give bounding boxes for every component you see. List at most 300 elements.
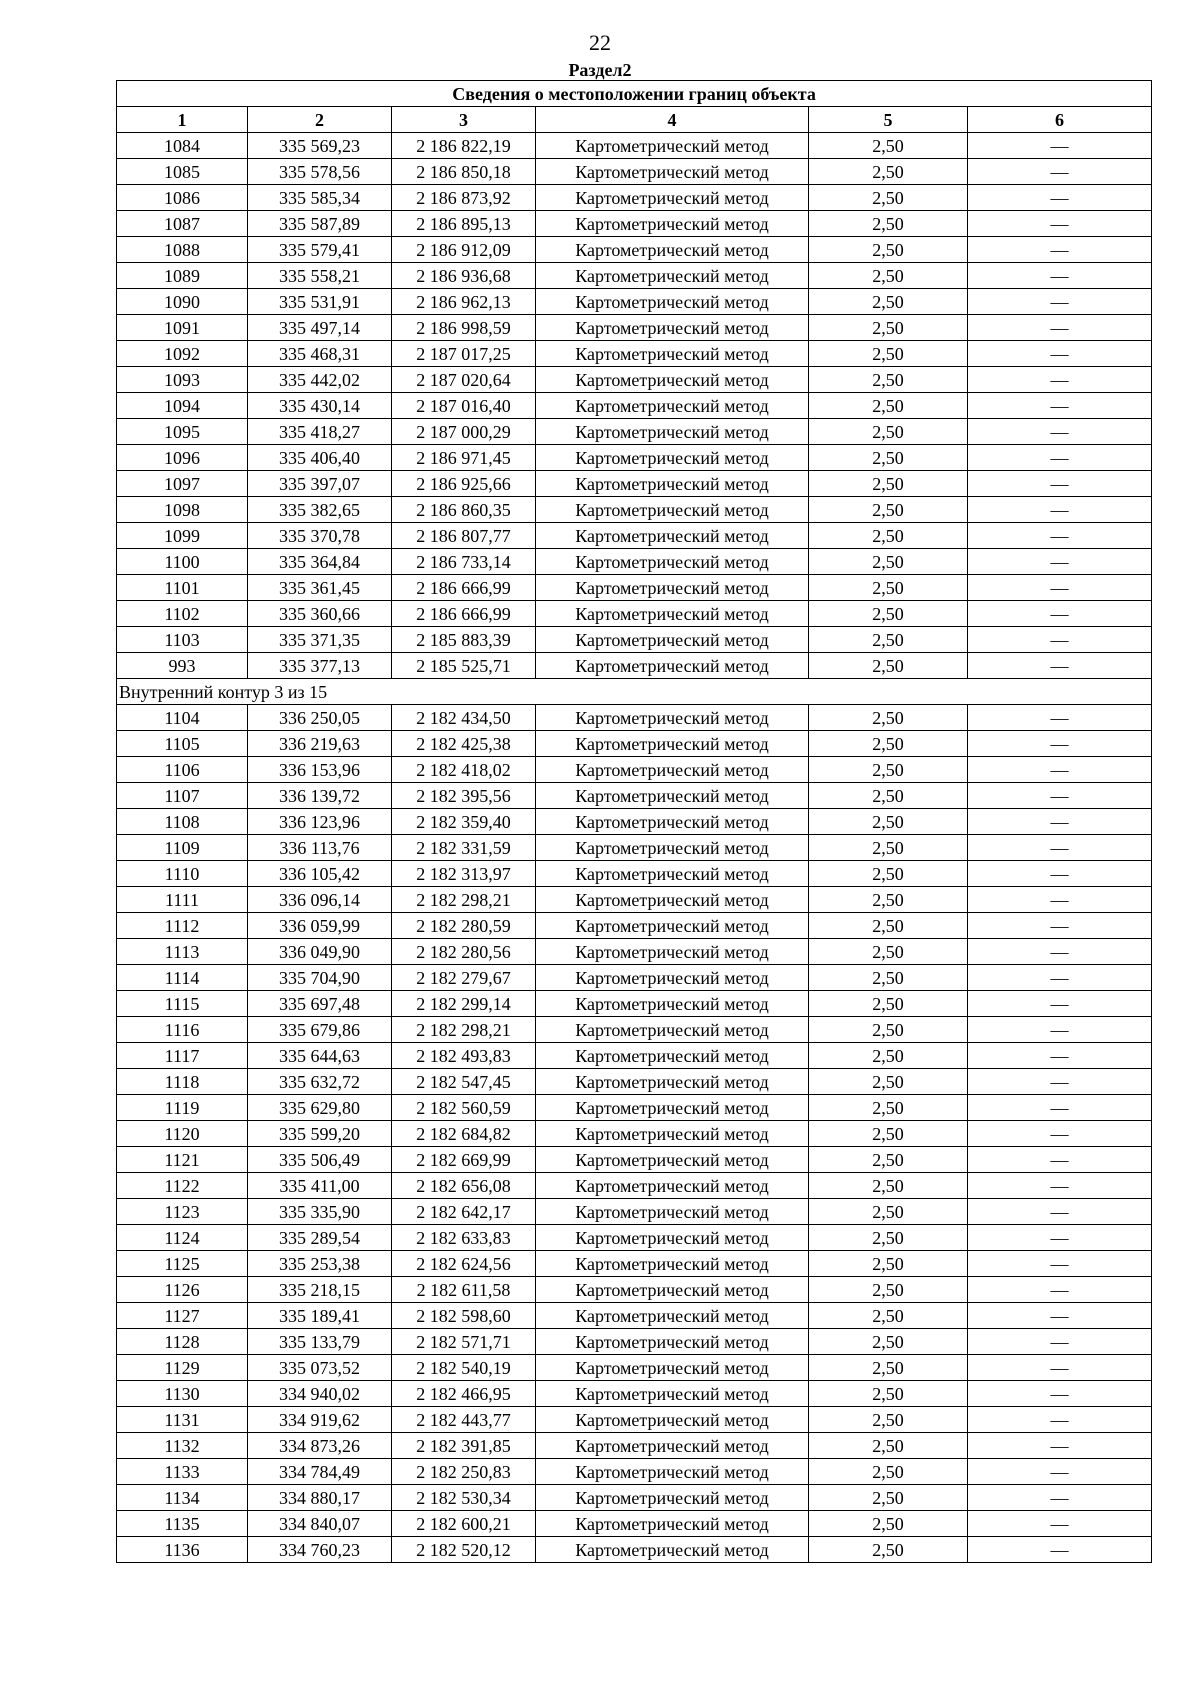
accuracy-cell: 2,50: [809, 263, 968, 289]
accuracy-cell: 2,50: [809, 1173, 968, 1199]
table-row: [117, 211, 1152, 237]
y-coordinate-cell: 2 182 299,14: [392, 991, 536, 1017]
table-row: [117, 1173, 1152, 1199]
y-coordinate-cell: 2 186 873,92: [392, 185, 536, 211]
method-cell: Картометрический метод: [536, 1277, 809, 1303]
point-number-cell: 1130: [117, 1381, 248, 1407]
column-header-3: 3: [392, 107, 536, 133]
y-coordinate-cell: 2 182 391,85: [392, 1433, 536, 1459]
y-coordinate-cell: 2 182 633,83: [392, 1225, 536, 1251]
description-cell: —: [968, 211, 1152, 237]
x-coordinate-cell: 335 430,14: [248, 393, 392, 419]
y-coordinate-cell: 2 186 822,19: [392, 133, 536, 159]
method-cell: Картометрический метод: [536, 1173, 809, 1199]
y-coordinate-cell: 2 182 611,58: [392, 1277, 536, 1303]
method-cell: Картометрический метод: [536, 783, 809, 809]
method-cell: Картометрический метод: [536, 1329, 809, 1355]
method-cell: Картометрический метод: [536, 471, 809, 497]
method-cell: Картометрический метод: [536, 653, 809, 679]
table-caption: Сведения о местоположении границ объекта: [117, 81, 1152, 107]
y-coordinate-cell: 2 182 298,21: [392, 1017, 536, 1043]
table-row: [117, 289, 1152, 315]
x-coordinate-cell: 335 253,38: [248, 1251, 392, 1277]
point-number-cell: 1127: [117, 1303, 248, 1329]
description-cell: —: [968, 1095, 1152, 1121]
point-number-cell: 1122: [117, 1173, 248, 1199]
point-number-cell: 1098: [117, 497, 248, 523]
point-number-cell: 1089: [117, 263, 248, 289]
description-cell: —: [968, 1147, 1152, 1173]
accuracy-cell: 2,50: [809, 1433, 968, 1459]
y-coordinate-cell: 2 187 000,29: [392, 419, 536, 445]
method-cell: Картометрический метод: [536, 1147, 809, 1173]
description-cell: —: [968, 861, 1152, 887]
x-coordinate-cell: 335 578,56: [248, 159, 392, 185]
description-cell: —: [968, 1225, 1152, 1251]
description-cell: —: [968, 549, 1152, 575]
point-number-cell: 1103: [117, 627, 248, 653]
x-coordinate-cell: 335 704,90: [248, 965, 392, 991]
method-cell: Картометрический метод: [536, 1069, 809, 1095]
x-coordinate-cell: 336 105,42: [248, 861, 392, 887]
description-cell: —: [968, 263, 1152, 289]
accuracy-cell: 2,50: [809, 289, 968, 315]
point-number-cell: 1102: [117, 601, 248, 627]
point-number-cell: 1107: [117, 783, 248, 809]
table-row: [117, 1069, 1152, 1095]
x-coordinate-cell: 335 558,21: [248, 263, 392, 289]
table-row: [117, 1251, 1152, 1277]
accuracy-cell: 2,50: [809, 341, 968, 367]
table-row: [117, 549, 1152, 575]
method-cell: Картометрический метод: [536, 263, 809, 289]
point-number-cell: 1117: [117, 1043, 248, 1069]
method-cell: Картометрический метод: [536, 1511, 809, 1537]
x-coordinate-cell: 335 506,49: [248, 1147, 392, 1173]
description-cell: —: [968, 809, 1152, 835]
point-number-cell: 1104: [117, 705, 248, 731]
table-caption-row: [117, 81, 1152, 107]
method-cell: Картометрический метод: [536, 367, 809, 393]
description-cell: —: [968, 653, 1152, 679]
point-number-cell: 1124: [117, 1225, 248, 1251]
column-header-1: 1: [117, 107, 248, 133]
accuracy-cell: 2,50: [809, 731, 968, 757]
method-cell: Картометрический метод: [536, 1095, 809, 1121]
method-cell: Картометрический метод: [536, 1043, 809, 1069]
table-row: [117, 1433, 1152, 1459]
point-number-cell: 1136: [117, 1537, 248, 1563]
accuracy-cell: 2,50: [809, 1355, 968, 1381]
method-cell: Картометрический метод: [536, 523, 809, 549]
x-coordinate-cell: 335 697,48: [248, 991, 392, 1017]
accuracy-cell: 2,50: [809, 991, 968, 1017]
y-coordinate-cell: 2 187 016,40: [392, 393, 536, 419]
x-coordinate-cell: 335 218,15: [248, 1277, 392, 1303]
accuracy-cell: 2,50: [809, 809, 968, 835]
description-cell: —: [968, 1251, 1152, 1277]
method-cell: Картометрический метод: [536, 627, 809, 653]
description-cell: —: [968, 419, 1152, 445]
table-row: [117, 1043, 1152, 1069]
x-coordinate-cell: 334 919,62: [248, 1407, 392, 1433]
point-number-cell: 1116: [117, 1017, 248, 1043]
table-row: [117, 757, 1152, 783]
table-row: [117, 601, 1152, 627]
x-coordinate-cell: 335 189,41: [248, 1303, 392, 1329]
description-cell: —: [968, 393, 1152, 419]
accuracy-cell: 2,50: [809, 757, 968, 783]
table-row: [117, 1511, 1152, 1537]
table-row: [117, 1147, 1152, 1173]
table-row: [117, 1329, 1152, 1355]
description-cell: —: [968, 939, 1152, 965]
description-cell: —: [968, 1199, 1152, 1225]
method-cell: Картометрический метод: [536, 991, 809, 1017]
accuracy-cell: 2,50: [809, 1485, 968, 1511]
accuracy-cell: 2,50: [809, 367, 968, 393]
accuracy-cell: 2,50: [809, 549, 968, 575]
point-number-cell: 1084: [117, 133, 248, 159]
y-coordinate-cell: 2 186 850,18: [392, 159, 536, 185]
x-coordinate-cell: 335 644,63: [248, 1043, 392, 1069]
y-coordinate-cell: 2 182 280,56: [392, 939, 536, 965]
y-coordinate-cell: 2 182 395,56: [392, 783, 536, 809]
description-cell: —: [968, 731, 1152, 757]
description-cell: —: [968, 991, 1152, 1017]
table-row: [117, 1277, 1152, 1303]
method-cell: Картометрический метод: [536, 1407, 809, 1433]
method-cell: Картометрический метод: [536, 1537, 809, 1563]
method-cell: Картометрический метод: [536, 575, 809, 601]
method-cell: Картометрический метод: [536, 341, 809, 367]
method-cell: Картометрический метод: [536, 549, 809, 575]
accuracy-cell: 2,50: [809, 1095, 968, 1121]
accuracy-cell: 2,50: [809, 1147, 968, 1173]
x-coordinate-cell: 335 377,13: [248, 653, 392, 679]
table-row: [117, 1459, 1152, 1485]
x-coordinate-cell: 336 139,72: [248, 783, 392, 809]
table-row: [117, 887, 1152, 913]
accuracy-cell: 2,50: [809, 133, 968, 159]
accuracy-cell: 2,50: [809, 575, 968, 601]
x-coordinate-cell: 336 123,96: [248, 809, 392, 835]
point-number-cell: 993: [117, 653, 248, 679]
table-row: [117, 1303, 1152, 1329]
y-coordinate-cell: 2 182 598,60: [392, 1303, 536, 1329]
table-row: [117, 1225, 1152, 1251]
method-cell: Картометрический метод: [536, 809, 809, 835]
y-coordinate-cell: 2 186 860,35: [392, 497, 536, 523]
x-coordinate-cell: 335 442,02: [248, 367, 392, 393]
x-coordinate-cell: 336 049,90: [248, 939, 392, 965]
table-row: [117, 185, 1152, 211]
accuracy-cell: 2,50: [809, 211, 968, 237]
y-coordinate-cell: 2 182 434,50: [392, 705, 536, 731]
accuracy-cell: 2,50: [809, 1251, 968, 1277]
method-cell: Картометрический метод: [536, 159, 809, 185]
point-number-cell: 1100: [117, 549, 248, 575]
description-cell: —: [968, 1121, 1152, 1147]
y-coordinate-cell: 2 182 669,99: [392, 1147, 536, 1173]
method-cell: Картометрический метод: [536, 497, 809, 523]
x-coordinate-cell: 334 873,26: [248, 1433, 392, 1459]
method-cell: Картометрический метод: [536, 211, 809, 237]
point-number-cell: 1105: [117, 731, 248, 757]
x-coordinate-cell: 336 219,63: [248, 731, 392, 757]
table-row: [117, 133, 1152, 159]
y-coordinate-cell: 2 182 443,77: [392, 1407, 536, 1433]
accuracy-cell: 2,50: [809, 835, 968, 861]
point-number-cell: 1101: [117, 575, 248, 601]
y-coordinate-cell: 2 182 571,71: [392, 1329, 536, 1355]
contour-label: Внутренний контур 3 из 15: [117, 679, 1152, 705]
point-number-cell: 1120: [117, 1121, 248, 1147]
description-cell: —: [968, 913, 1152, 939]
accuracy-cell: 2,50: [809, 783, 968, 809]
table-row: [117, 237, 1152, 263]
x-coordinate-cell: 335 587,89: [248, 211, 392, 237]
y-coordinate-cell: 2 186 733,14: [392, 549, 536, 575]
y-coordinate-cell: 2 186 998,59: [392, 315, 536, 341]
description-cell: —: [968, 237, 1152, 263]
table-row: [117, 939, 1152, 965]
point-number-cell: 1119: [117, 1095, 248, 1121]
y-coordinate-cell: 2 186 666,99: [392, 575, 536, 601]
table-row: [117, 1017, 1152, 1043]
accuracy-cell: 2,50: [809, 315, 968, 341]
accuracy-cell: 2,50: [809, 445, 968, 471]
method-cell: Картометрический метод: [536, 965, 809, 991]
point-number-cell: 1129: [117, 1355, 248, 1381]
table-row: [117, 393, 1152, 419]
accuracy-cell: 2,50: [809, 1199, 968, 1225]
table-row: [117, 575, 1152, 601]
x-coordinate-cell: 335 073,52: [248, 1355, 392, 1381]
x-coordinate-cell: 335 531,91: [248, 289, 392, 315]
description-cell: —: [968, 627, 1152, 653]
x-coordinate-cell: 334 880,17: [248, 1485, 392, 1511]
description-cell: —: [968, 601, 1152, 627]
point-number-cell: 1096: [117, 445, 248, 471]
point-number-cell: 1135: [117, 1511, 248, 1537]
method-cell: Картометрический метод: [536, 419, 809, 445]
accuracy-cell: 2,50: [809, 965, 968, 991]
point-number-cell: 1099: [117, 523, 248, 549]
x-coordinate-cell: 335 370,78: [248, 523, 392, 549]
description-cell: —: [968, 757, 1152, 783]
description-cell: —: [968, 887, 1152, 913]
method-cell: Картометрический метод: [536, 757, 809, 783]
description-cell: —: [968, 1277, 1152, 1303]
accuracy-cell: 2,50: [809, 523, 968, 549]
y-coordinate-cell: 2 182 279,67: [392, 965, 536, 991]
description-cell: —: [968, 1511, 1152, 1537]
accuracy-cell: 2,50: [809, 1303, 968, 1329]
accuracy-cell: 2,50: [809, 705, 968, 731]
point-number-cell: 1112: [117, 913, 248, 939]
accuracy-cell: 2,50: [809, 601, 968, 627]
point-number-cell: 1090: [117, 289, 248, 315]
method-cell: Картометрический метод: [536, 315, 809, 341]
description-cell: —: [968, 497, 1152, 523]
table-row: [117, 913, 1152, 939]
coordinates-table: [116, 80, 1152, 1563]
point-number-cell: 1114: [117, 965, 248, 991]
y-coordinate-cell: 2 187 020,64: [392, 367, 536, 393]
y-coordinate-cell: 2 182 298,21: [392, 887, 536, 913]
table-row: [117, 731, 1152, 757]
y-coordinate-cell: 2 182 530,34: [392, 1485, 536, 1511]
x-coordinate-cell: 335 382,65: [248, 497, 392, 523]
method-cell: Картометрический метод: [536, 887, 809, 913]
description-cell: —: [968, 783, 1152, 809]
accuracy-cell: 2,50: [809, 1043, 968, 1069]
point-number-cell: 1092: [117, 341, 248, 367]
x-coordinate-cell: 335 335,90: [248, 1199, 392, 1225]
y-coordinate-cell: 2 182 250,83: [392, 1459, 536, 1485]
accuracy-cell: 2,50: [809, 393, 968, 419]
accuracy-cell: 2,50: [809, 1381, 968, 1407]
x-coordinate-cell: 335 599,20: [248, 1121, 392, 1147]
description-cell: —: [968, 133, 1152, 159]
x-coordinate-cell: 335 411,00: [248, 1173, 392, 1199]
accuracy-cell: 2,50: [809, 1459, 968, 1485]
method-cell: Картометрический метод: [536, 185, 809, 211]
y-coordinate-cell: 2 182 313,97: [392, 861, 536, 887]
description-cell: —: [968, 1407, 1152, 1433]
table-row: [117, 991, 1152, 1017]
point-number-cell: 1095: [117, 419, 248, 445]
point-number-cell: 1097: [117, 471, 248, 497]
table-row: [117, 1095, 1152, 1121]
table-row: [117, 315, 1152, 341]
y-coordinate-cell: 2 182 425,38: [392, 731, 536, 757]
method-cell: Картометрический метод: [536, 1225, 809, 1251]
y-coordinate-cell: 2 186 936,68: [392, 263, 536, 289]
method-cell: Картометрический метод: [536, 705, 809, 731]
table-row: [117, 263, 1152, 289]
table-row: [117, 1537, 1152, 1563]
point-number-cell: 1094: [117, 393, 248, 419]
table-row: [117, 1485, 1152, 1511]
method-cell: Картометрический метод: [536, 1251, 809, 1277]
accuracy-cell: 2,50: [809, 419, 968, 445]
x-coordinate-cell: 336 153,96: [248, 757, 392, 783]
point-number-cell: 1109: [117, 835, 248, 861]
method-cell: Картометрический метод: [536, 731, 809, 757]
column-header-5: 5: [809, 107, 968, 133]
y-coordinate-cell: 2 186 971,45: [392, 445, 536, 471]
point-number-cell: 1085: [117, 159, 248, 185]
method-cell: Картометрический метод: [536, 1199, 809, 1225]
y-coordinate-cell: 2 182 560,59: [392, 1095, 536, 1121]
method-cell: Картометрический метод: [536, 133, 809, 159]
point-number-cell: 1111: [117, 887, 248, 913]
point-number-cell: 1087: [117, 211, 248, 237]
point-number-cell: 1088: [117, 237, 248, 263]
description-cell: —: [968, 1329, 1152, 1355]
method-cell: Картометрический метод: [536, 939, 809, 965]
description-cell: —: [968, 471, 1152, 497]
point-number-cell: 1123: [117, 1199, 248, 1225]
column-header-4: 4: [536, 107, 809, 133]
method-cell: Картометрический метод: [536, 1303, 809, 1329]
accuracy-cell: 2,50: [809, 1225, 968, 1251]
description-cell: —: [968, 1433, 1152, 1459]
description-cell: —: [968, 705, 1152, 731]
accuracy-cell: 2,50: [809, 939, 968, 965]
x-coordinate-cell: 335 406,40: [248, 445, 392, 471]
description-cell: —: [968, 965, 1152, 991]
y-coordinate-cell: 2 182 331,59: [392, 835, 536, 861]
method-cell: Картометрический метод: [536, 1459, 809, 1485]
description-cell: —: [968, 367, 1152, 393]
point-number-cell: 1106: [117, 757, 248, 783]
method-cell: Картометрический метод: [536, 1355, 809, 1381]
x-coordinate-cell: 334 940,02: [248, 1381, 392, 1407]
table-row: [117, 1407, 1152, 1433]
table-row: [117, 627, 1152, 653]
point-number-cell: 1093: [117, 367, 248, 393]
y-coordinate-cell: 2 182 684,82: [392, 1121, 536, 1147]
y-coordinate-cell: 2 182 280,59: [392, 913, 536, 939]
table-row: [117, 471, 1152, 497]
table-row: [117, 705, 1152, 731]
x-coordinate-cell: 335 397,07: [248, 471, 392, 497]
point-number-cell: 1133: [117, 1459, 248, 1485]
accuracy-cell: 2,50: [809, 861, 968, 887]
method-cell: Картометрический метод: [536, 913, 809, 939]
description-cell: —: [968, 445, 1152, 471]
x-coordinate-cell: 336 059,99: [248, 913, 392, 939]
y-coordinate-cell: 2 186 925,66: [392, 471, 536, 497]
description-cell: —: [968, 341, 1152, 367]
point-number-cell: 1115: [117, 991, 248, 1017]
contour-row: [117, 679, 1152, 705]
x-coordinate-cell: 335 679,86: [248, 1017, 392, 1043]
accuracy-cell: 2,50: [809, 497, 968, 523]
point-number-cell: 1126: [117, 1277, 248, 1303]
y-coordinate-cell: 2 185 883,39: [392, 627, 536, 653]
accuracy-cell: 2,50: [809, 1537, 968, 1563]
table-row: [117, 159, 1152, 185]
x-coordinate-cell: 335 360,66: [248, 601, 392, 627]
table-row: [117, 835, 1152, 861]
y-coordinate-cell: 2 182 656,08: [392, 1173, 536, 1199]
x-coordinate-cell: 335 629,80: [248, 1095, 392, 1121]
method-cell: Картометрический метод: [536, 601, 809, 627]
table-row: [117, 341, 1152, 367]
accuracy-cell: 2,50: [809, 627, 968, 653]
point-number-cell: 1128: [117, 1329, 248, 1355]
x-coordinate-cell: 335 364,84: [248, 549, 392, 575]
table-row: [117, 445, 1152, 471]
table-row: [117, 653, 1152, 679]
column-header-6: 6: [968, 107, 1152, 133]
description-cell: —: [968, 575, 1152, 601]
y-coordinate-cell: 2 182 359,40: [392, 809, 536, 835]
point-number-cell: 1108: [117, 809, 248, 835]
point-number-cell: 1132: [117, 1433, 248, 1459]
x-coordinate-cell: 334 840,07: [248, 1511, 392, 1537]
accuracy-cell: 2,50: [809, 185, 968, 211]
column-header-2: 2: [248, 107, 392, 133]
x-coordinate-cell: 335 497,14: [248, 315, 392, 341]
description-cell: —: [968, 1017, 1152, 1043]
y-coordinate-cell: 2 182 624,56: [392, 1251, 536, 1277]
description-cell: —: [968, 1459, 1152, 1485]
